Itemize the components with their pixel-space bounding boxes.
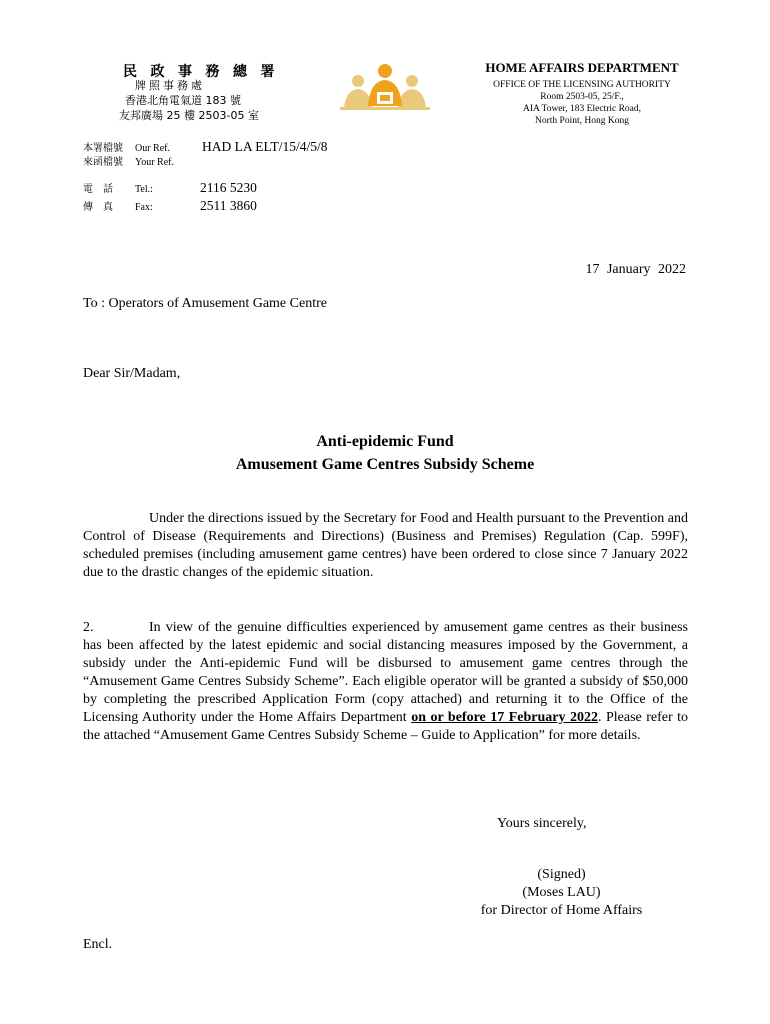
letter-title-line-1: Anti-epidemic Fund <box>316 433 454 450</box>
signatory-name: (Moses LAU) <box>522 885 601 900</box>
paragraph-1-text: Under the directions issued by the Secretary for Food and Health pursuant to the Prevention and Control of Disease (Requirements and Directions) (Business and Premises) Regulation (Cap. 599F), scheduled premises (including amusement game centres) have been ordered to close since 7 January 2022 due to the drastic changes of the epidemic situation. <box>83 511 688 580</box>
zh-department-name: 民 政 事 務 總 署 <box>123 65 280 80</box>
letter-salutation: Dear Sir/Madam, <box>83 366 181 381</box>
signed-note: (Signed) <box>537 867 586 882</box>
signatory-title: for Director of Home Affairs <box>480 903 643 918</box>
letter-date: 17 January 2022 <box>585 262 686 277</box>
zh-office-name: 牌照事務處 <box>135 79 205 92</box>
your-ref-label-en: Your Ref. <box>135 157 174 168</box>
paragraph-2-text-a: In view of the genuine difficulties experienced by amusement game centres as their business has been affected by the latest epidemic and social distancing measures imposed by the Government, a subsidy under the Anti-epidemic Fund will be disbursed to amusement game centres through the “Amusement Game Centres Subsidy Scheme”. Each eligible operator will be granted a subsidy of $50,000 by completing the prescribed Application Form (copy attached) and returning it to the Office of the Licensing Authority under the Home Affairs Department <box>83 620 688 725</box>
paragraph-2-number: 2. <box>83 620 94 635</box>
fax-label-zh: 傳 真 <box>83 202 113 213</box>
our-ref-label-zh: 本署檔號 <box>83 143 123 154</box>
tel-value: 2116 5230 <box>200 180 257 195</box>
en-address-line-1: Room 2503-05, 25/F., <box>540 92 624 102</box>
fax-value: 2511 3860 <box>200 198 257 213</box>
our-ref-label-en: Our Ref. <box>135 143 170 154</box>
letter-recipient: To : Operators of Amusement Game Centre <box>83 296 327 311</box>
your-ref-label-zh: 來函檔號 <box>83 157 123 168</box>
paragraph-1 <box>83 510 688 582</box>
tel-label-zh: 電 話 <box>83 184 113 195</box>
en-address-line-3: North Point, Hong Kong <box>535 116 629 126</box>
signature-block <box>459 866 664 920</box>
zh-address-line-2: 友邦廣場 25 樓 2503-05 室 <box>119 109 259 122</box>
our-ref-value: HAD LA ELT/15/4/5/8 <box>202 139 328 154</box>
paragraph-2 <box>83 619 688 745</box>
letter-title-line-2: Amusement Game Centres Subsidy Scheme <box>235 456 535 473</box>
fax-label-en: Fax: <box>135 202 153 213</box>
fax-label <box>83 201 153 215</box>
department-logo-icon <box>338 62 432 114</box>
tel-label-en: Tel.: <box>135 184 153 195</box>
en-office-address <box>470 79 694 127</box>
tel-label <box>83 183 153 197</box>
paragraph-2-text-b: . Please refer to the attached “Amusement Game Centres Subsidy Scheme – Guide to Application” for more details. <box>83 710 689 743</box>
your-ref-label <box>83 156 174 170</box>
enclosure-note: Encl. <box>83 937 113 952</box>
our-ref-label <box>83 142 170 156</box>
en-address-line-2: AIA Tower, 183 Electric Road, <box>522 104 642 114</box>
zh-address-line-1: 香港北角電氣道 183 號 <box>125 94 241 107</box>
submission-deadline: on or before 17 February 2022 <box>411 710 598 725</box>
closing-phrase: Yours sincerely, <box>497 816 587 831</box>
en-office-name: OFFICE OF THE LICENSING AUTHORITY <box>493 80 671 90</box>
en-department-name: HOME AFFAIRS DEPARTMENT <box>485 60 679 75</box>
